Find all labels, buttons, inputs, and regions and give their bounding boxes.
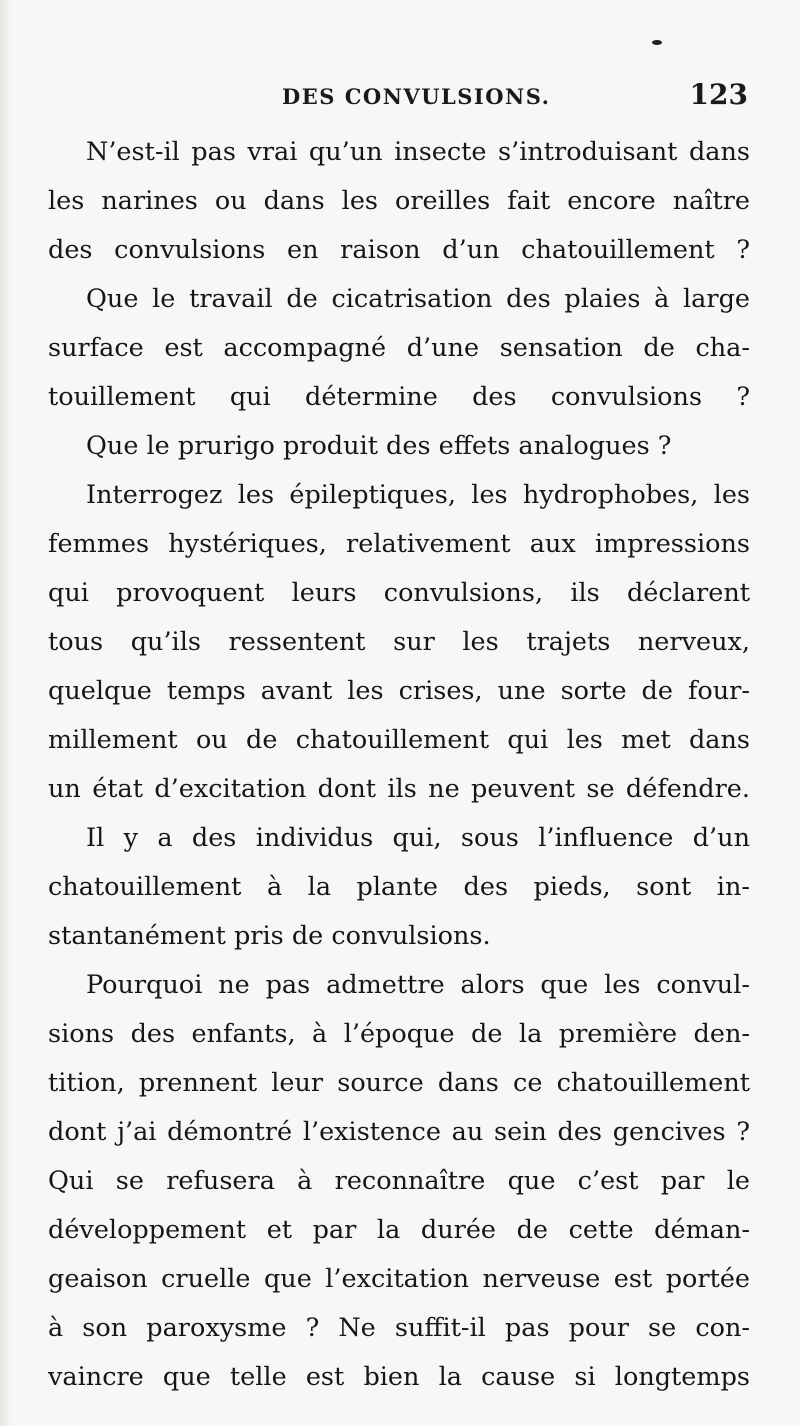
running-head: DES CONVULSIONS. xyxy=(282,84,551,109)
text-line: vaincre que telle est bien la cause si longtemps xyxy=(48,1362,750,1392)
text-line: millement ou de chatouillement qui les met dans xyxy=(48,725,750,755)
page-header xyxy=(282,78,748,118)
text-line: tous qu’ils ressentent sur les trajets nerveux, xyxy=(48,627,750,657)
body-text xyxy=(48,128,750,1402)
text-line: touillement qui détermine des convulsions ? xyxy=(48,382,750,412)
text-line: tition, prennent leur source dans ce chatouillement xyxy=(48,1068,750,1098)
text-line: N’est-il pas vrai qu’un insecte s’introduisant dans xyxy=(86,137,750,167)
text-line: des convulsions en raison d’un chatouillement ? xyxy=(48,235,750,265)
ink-speck xyxy=(652,40,662,45)
text-line: à son paroxysme ? Ne suffit-il pas pour se con- xyxy=(48,1313,750,1343)
text-line: un état d’excitation dont ils ne peuvent se défendre. xyxy=(48,774,750,804)
text-line: dont j’ai démontré l’existence au sein des gencives ? xyxy=(48,1117,750,1147)
text-line: développement et par la durée de cette déman- xyxy=(48,1215,750,1245)
page-edge-shadow xyxy=(0,0,12,1426)
text-line: Qui se refusera à reconnaître que c’est par le xyxy=(48,1166,750,1196)
text-line: qui provoquent leurs convulsions, ils déclarent xyxy=(48,578,750,608)
text-line: Que le prurigo produit des effets analogues ? xyxy=(86,431,672,461)
text-line: quelque temps avant les crises, une sorte de four- xyxy=(48,676,750,706)
text-line: Interrogez les épileptiques, les hydrophobes, les xyxy=(86,480,750,510)
text-line: les narines ou dans les oreilles fait encore naître xyxy=(48,186,750,216)
text-line: Que le travail de cicatrisation des plaies à large xyxy=(86,284,750,314)
text-line: femmes hystériques, relativement aux impressions xyxy=(48,529,750,559)
text-line: geaison cruelle que l’excitation nerveuse est portée xyxy=(48,1264,750,1294)
text-line: Il y a des individus qui, sous l’influence d’un xyxy=(86,823,750,853)
text-line: sions des enfants, à l’époque de la première den- xyxy=(48,1019,750,1049)
text-line: surface est accompagné d’une sensation de cha- xyxy=(48,333,750,363)
text-line: Pourquoi ne pas admettre alors que les convul- xyxy=(86,970,750,1000)
text-line: chatouillement à la plante des pieds, sont in- xyxy=(48,872,750,902)
text-line: stantanément pris de convulsions. xyxy=(48,921,491,951)
page-number: 123 xyxy=(689,78,748,111)
